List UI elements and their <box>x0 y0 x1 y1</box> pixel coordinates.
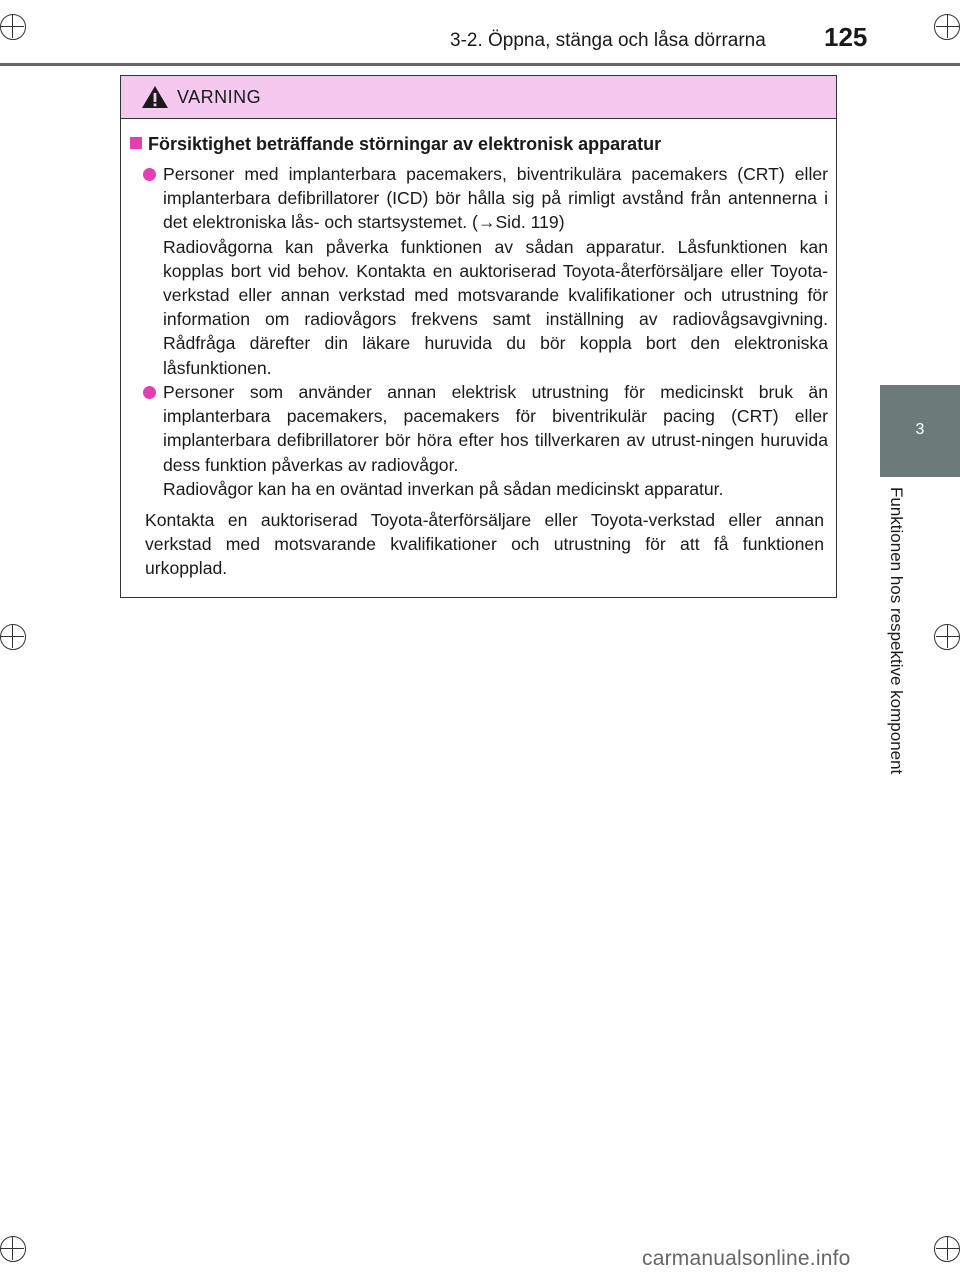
header-rule <box>0 63 960 66</box>
page-number: 125 <box>824 22 868 52</box>
warning-header <box>121 76 836 119</box>
bullet-paragraph: Radiovågorna kan påverka funktionen av sådan apparatur. Låsfunktionen kan kopplas bort vid behov. Kontakta en auktoriserad Toyota-återförsäljare eller Toyota-verkstad eller annan verkstad med motsvarande kvalifikationer och utrustning för information om radiovågors frekvens samt inställning av radiovågsavgivning. Rådfråga därefter din läkare huruvida du bör koppla bort den elektroniska låsfunktionen. <box>163 236 828 378</box>
watermark: carmanualsonline.info <box>642 1247 851 1270</box>
registration-mark <box>934 14 960 40</box>
bullet-dot-icon <box>143 168 156 181</box>
square-bullet-icon <box>130 137 142 149</box>
warning-section-title-text: Försiktighet beträffande störningar av elektronisk apparatur <box>148 134 662 154</box>
chapter-label: Funktionen hos respektive komponent <box>887 487 906 775</box>
list-item <box>143 380 828 501</box>
bullet-paragraph: Personer som använder annan elektrisk utrustning för medicinskt bruk än implanterbara pacemakers, pacemakers för biventrikulär pacing (CRT) eller implanterbara defibrillatorer bör höra efter hos tillverkaren av utrust-ningen huruvida dess funktion påverkas av radiovågor. <box>163 382 828 475</box>
bullet-paragraph: Radiovågor kan ha en oväntad inverkan på sådan medicinskt apparatur. <box>163 478 724 499</box>
bullet-paragraph: Personer med implanterbara pacemakers, biventrikulära pacemakers (CRT) eller implanterbara defibrillatorer (ICD) bör hålla sig på rimligt avstånd från antennerna i det elektroniska lås- och startsystemet. (→Sid. 119) <box>163 164 828 233</box>
registration-mark <box>0 624 26 650</box>
warning-label: VARNING <box>177 87 262 107</box>
registration-mark <box>0 1236 26 1262</box>
registration-mark <box>0 14 26 40</box>
bullet-dot-icon <box>143 386 156 399</box>
warning-box <box>120 75 837 598</box>
warning-triangle-icon <box>141 85 169 109</box>
closing-paragraph: Kontakta en auktoriserad Toyota-återförsäljare eller Toyota-verkstad eller annan verkstad med motsvarande kvalifikationer och utrustning för att få funktionen urkopplad. <box>145 510 824 579</box>
registration-mark <box>934 624 960 650</box>
list-item <box>143 162 828 380</box>
warning-section-title <box>130 134 661 155</box>
chapter-tab <box>880 385 960 477</box>
registration-mark <box>934 1236 960 1262</box>
section-header-title: 3-2. Öppna, stänga och låsa dörrarna <box>450 30 766 51</box>
chapter-number: 3 <box>915 421 925 438</box>
